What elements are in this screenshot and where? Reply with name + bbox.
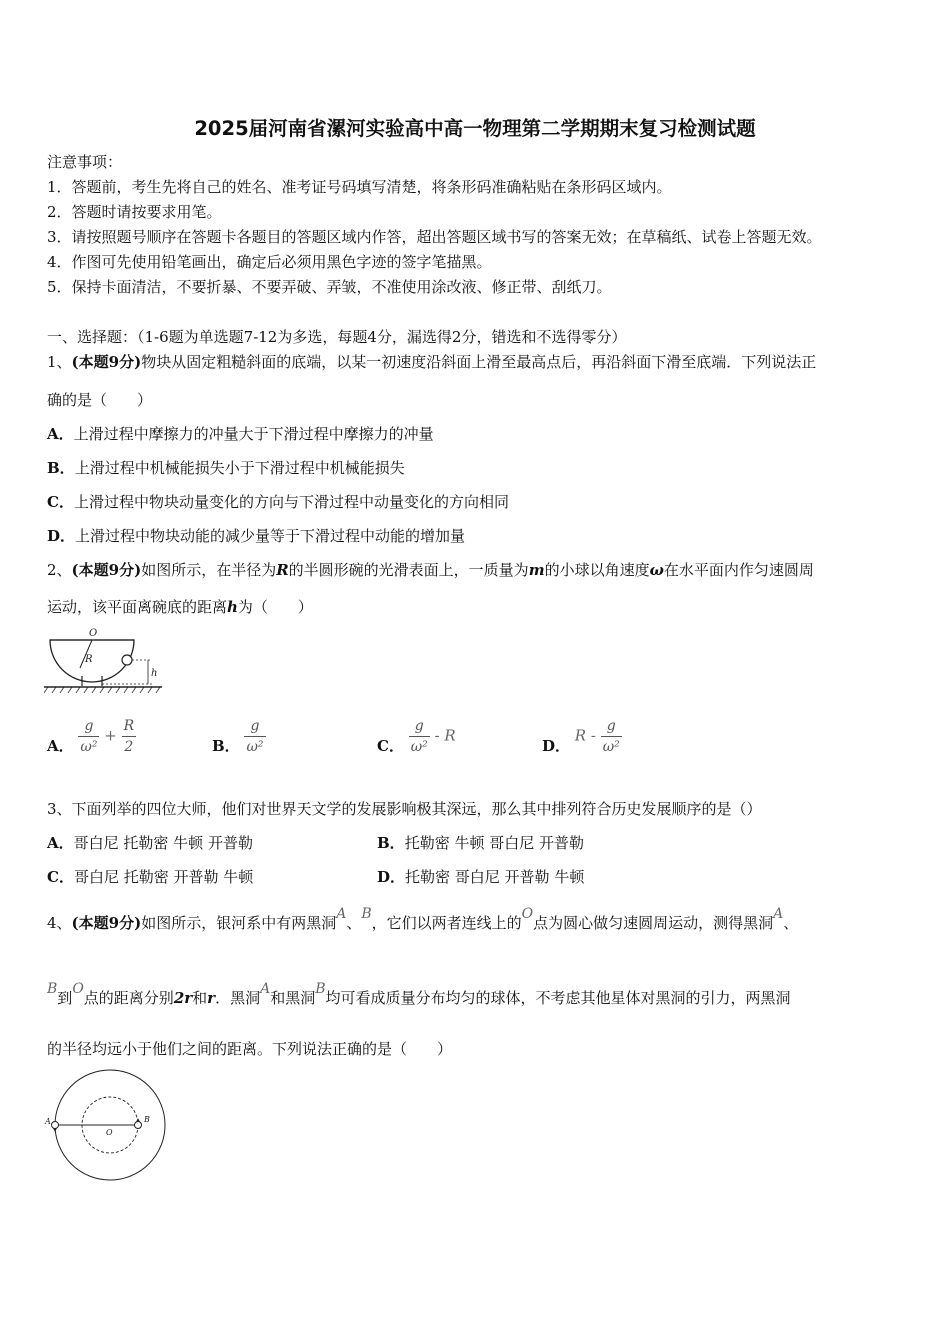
label-B: B bbox=[144, 1115, 150, 1124]
black-hole-A bbox=[52, 1122, 59, 1129]
symbol-A: A bbox=[336, 906, 347, 922]
q4-text: 点为圆心做匀速圆周运动，测得黑洞 bbox=[533, 914, 774, 932]
symbol-B: B bbox=[315, 981, 326, 997]
q2-number: 2、 bbox=[47, 561, 72, 579]
numerator: g bbox=[84, 718, 94, 734]
var-2r: 2r bbox=[173, 989, 193, 1007]
denominator: 2 bbox=[122, 736, 137, 757]
fraction bbox=[78, 716, 99, 757]
note-item: 3．请按照题号顺序在答题卡各题目的答题区域内作答，超出答题区域书写的答案无效；在草稿纸、试卷上答题无效。 bbox=[47, 228, 822, 246]
q1-tag: (本题9分) bbox=[71, 353, 142, 371]
q2-stem-part: 的小球以角速度 bbox=[544, 561, 650, 579]
option-text: 上滑过程中物块动能的减少量等于下滑过程中动能的增加量 bbox=[75, 527, 466, 545]
option-text: 上滑过程中物块动量变化的方向与下滑过程中动量变化的方向相同 bbox=[73, 493, 509, 511]
q1-stem-line2: 确的是（ ） bbox=[47, 391, 153, 409]
q2-option-c bbox=[377, 716, 456, 757]
symbol-A: A bbox=[773, 906, 784, 922]
q3-option-a bbox=[47, 833, 253, 853]
q4-number: 4、 bbox=[47, 914, 72, 932]
q2-stem-part: 运动，该平面离碗底的距离 bbox=[47, 598, 228, 616]
note-item: 1．答题前，考生先将自己的姓名、准考证号码填写清楚，将条形码准确粘贴在条形码区域内。 bbox=[47, 178, 672, 196]
option-text: 托勒密 牛顿 哥白尼 开普勒 bbox=[404, 834, 584, 852]
q4-text: 和黑洞 bbox=[270, 989, 316, 1007]
option-label: C． bbox=[47, 493, 74, 511]
section-heading: 一、选择题：（1-6题为单选题7-12为多选，每题4分，漏选得2分，错选和不选得零分） bbox=[47, 328, 627, 346]
denominator: ω² bbox=[601, 736, 622, 757]
ball bbox=[122, 655, 132, 665]
denominator: ω² bbox=[244, 736, 265, 757]
notes-heading: 注意事项： bbox=[47, 153, 123, 171]
note-item: 5．保持卡面清洁，不要折暴、不要弄破、弄皱，不准使用涂改液、修正带、刮纸刀。 bbox=[47, 278, 612, 296]
option-label: A． bbox=[47, 834, 74, 852]
option-label: D． bbox=[542, 736, 571, 755]
q2-stem-part: 为（ ） bbox=[237, 598, 313, 616]
page-title: 2025届河南省漯河实验高中高一物理第二学期期末复习检测试题 bbox=[194, 117, 756, 140]
option-label: B． bbox=[212, 736, 240, 755]
note-item: 4．作图可先使用铅笔画出，确定后必须用黑色字迹的签字笔描黑。 bbox=[47, 253, 492, 271]
label-O: O bbox=[106, 1128, 113, 1137]
numerator: g bbox=[250, 718, 260, 734]
q1-option-a bbox=[47, 424, 434, 444]
q1-stem: 物块从固定粗糙斜面的底端，以某一初速度沿斜面上滑至最高点后，再沿斜面下滑至底端．下列说法正 bbox=[141, 353, 817, 371]
arrow-icon bbox=[136, 1118, 140, 1122]
q4-text: 均可看成质量分布均匀的球体，不考虑其他星体对黑洞的引力，两黑洞 bbox=[325, 989, 791, 1007]
option-text: 上滑过程中摩擦力的冲量大于下滑过程中摩擦力的冲量 bbox=[73, 425, 434, 443]
fraction bbox=[122, 716, 137, 757]
q4-text: ．黑洞 bbox=[215, 989, 261, 1007]
q2-stem-line1 bbox=[47, 560, 814, 580]
numerator: R bbox=[123, 718, 135, 734]
fraction bbox=[244, 716, 265, 757]
label-h: h bbox=[151, 668, 158, 679]
option-text: 托勒密 哥白尼 开普勒 牛顿 bbox=[405, 868, 585, 886]
orbit-figure bbox=[44, 1068, 170, 1184]
numerator: g bbox=[606, 718, 616, 734]
option-text: 哥白尼 托勒密 牛顿 开普勒 bbox=[73, 834, 253, 852]
option-label: C． bbox=[47, 868, 74, 886]
denominator: ω² bbox=[78, 736, 99, 757]
q2-stem-part: 的半圆形碗的光滑表面上，一质量为 bbox=[288, 561, 529, 579]
arrow-icon bbox=[53, 1128, 57, 1132]
numerator: g bbox=[414, 718, 424, 734]
minus-R: - R bbox=[434, 726, 456, 745]
q1-stem-line1 bbox=[47, 352, 816, 372]
q2-stem-part: 在水平面内作匀速圆周 bbox=[663, 561, 814, 579]
symbol-A: A bbox=[260, 981, 271, 997]
q4-tag: (本题9分) bbox=[71, 914, 142, 932]
q4-text: 、 bbox=[346, 914, 362, 932]
var-h: h bbox=[227, 598, 238, 616]
q2-option-a bbox=[47, 716, 136, 757]
symbol-B: B bbox=[47, 981, 58, 997]
option-label: A． bbox=[47, 425, 74, 443]
var-r: r bbox=[207, 989, 216, 1007]
option-label: C． bbox=[377, 736, 404, 755]
symbol-O: O bbox=[521, 906, 534, 922]
q4-stem-line2 bbox=[47, 981, 791, 1009]
bowl-figure bbox=[44, 624, 164, 696]
black-hole-B bbox=[135, 1122, 142, 1129]
R-minus: R - bbox=[574, 726, 596, 745]
option-label: D． bbox=[47, 527, 76, 545]
q4-text: ，它们以两者连线上的 bbox=[371, 914, 522, 932]
q2-option-b bbox=[212, 716, 266, 757]
option-label: D． bbox=[377, 868, 406, 886]
var-R: R bbox=[276, 561, 289, 579]
q2-option-d bbox=[542, 716, 622, 757]
var-m: m bbox=[528, 561, 545, 579]
q1-option-d bbox=[47, 526, 465, 546]
fraction bbox=[409, 716, 430, 757]
q3-option-c bbox=[47, 867, 253, 887]
ground-hatch bbox=[44, 687, 160, 693]
option-label: A． bbox=[47, 736, 74, 755]
label-A: A bbox=[45, 1117, 51, 1126]
var-omega: ω bbox=[649, 561, 664, 579]
q4-text: 、 bbox=[783, 914, 799, 932]
q4-text: 到 bbox=[57, 989, 73, 1007]
q4-text: 如图所示，银河系中有两黑洞 bbox=[141, 914, 337, 932]
symbol-O: O bbox=[72, 981, 84, 997]
q1-option-b bbox=[47, 458, 405, 478]
q1-number: 1、 bbox=[47, 353, 72, 371]
q2-stem-line2 bbox=[47, 597, 313, 617]
q4-text: 和 bbox=[192, 989, 208, 1007]
q4-text: 点的距离分别 bbox=[83, 989, 174, 1007]
q3-stem: 3、下面列举的四位大师，他们对世界天文学的发展影响极其深远，那么其中排列符合历史发展顺序的是（） bbox=[47, 800, 762, 818]
note-item: 2．答题时请按要求用笔。 bbox=[47, 203, 222, 221]
q2-stem-part: 如图所示，在半径为 bbox=[141, 561, 277, 579]
fraction bbox=[601, 716, 622, 757]
label-O: O bbox=[89, 628, 98, 639]
option-text: 上滑过程中机械能损失小于下滑过程中机械能损失 bbox=[74, 459, 405, 477]
denominator: ω² bbox=[409, 736, 430, 757]
symbol-B: B bbox=[361, 906, 372, 922]
q3-option-d bbox=[377, 867, 584, 887]
q4-stem-line3: 的半径均远小于他们之间的距离。下列说法正确的是（ ） bbox=[47, 1040, 453, 1058]
label-R: R bbox=[85, 654, 93, 665]
plus-sign: + bbox=[104, 726, 117, 745]
q4-stem-line1 bbox=[47, 906, 799, 934]
option-label: B． bbox=[377, 834, 405, 852]
q2-tag: (本题9分) bbox=[71, 561, 142, 579]
option-text: 哥白尼 托勒密 开普勒 牛顿 bbox=[73, 868, 254, 886]
option-label: B． bbox=[47, 459, 75, 477]
q1-option-c bbox=[47, 492, 509, 512]
q3-option-b bbox=[377, 833, 584, 853]
